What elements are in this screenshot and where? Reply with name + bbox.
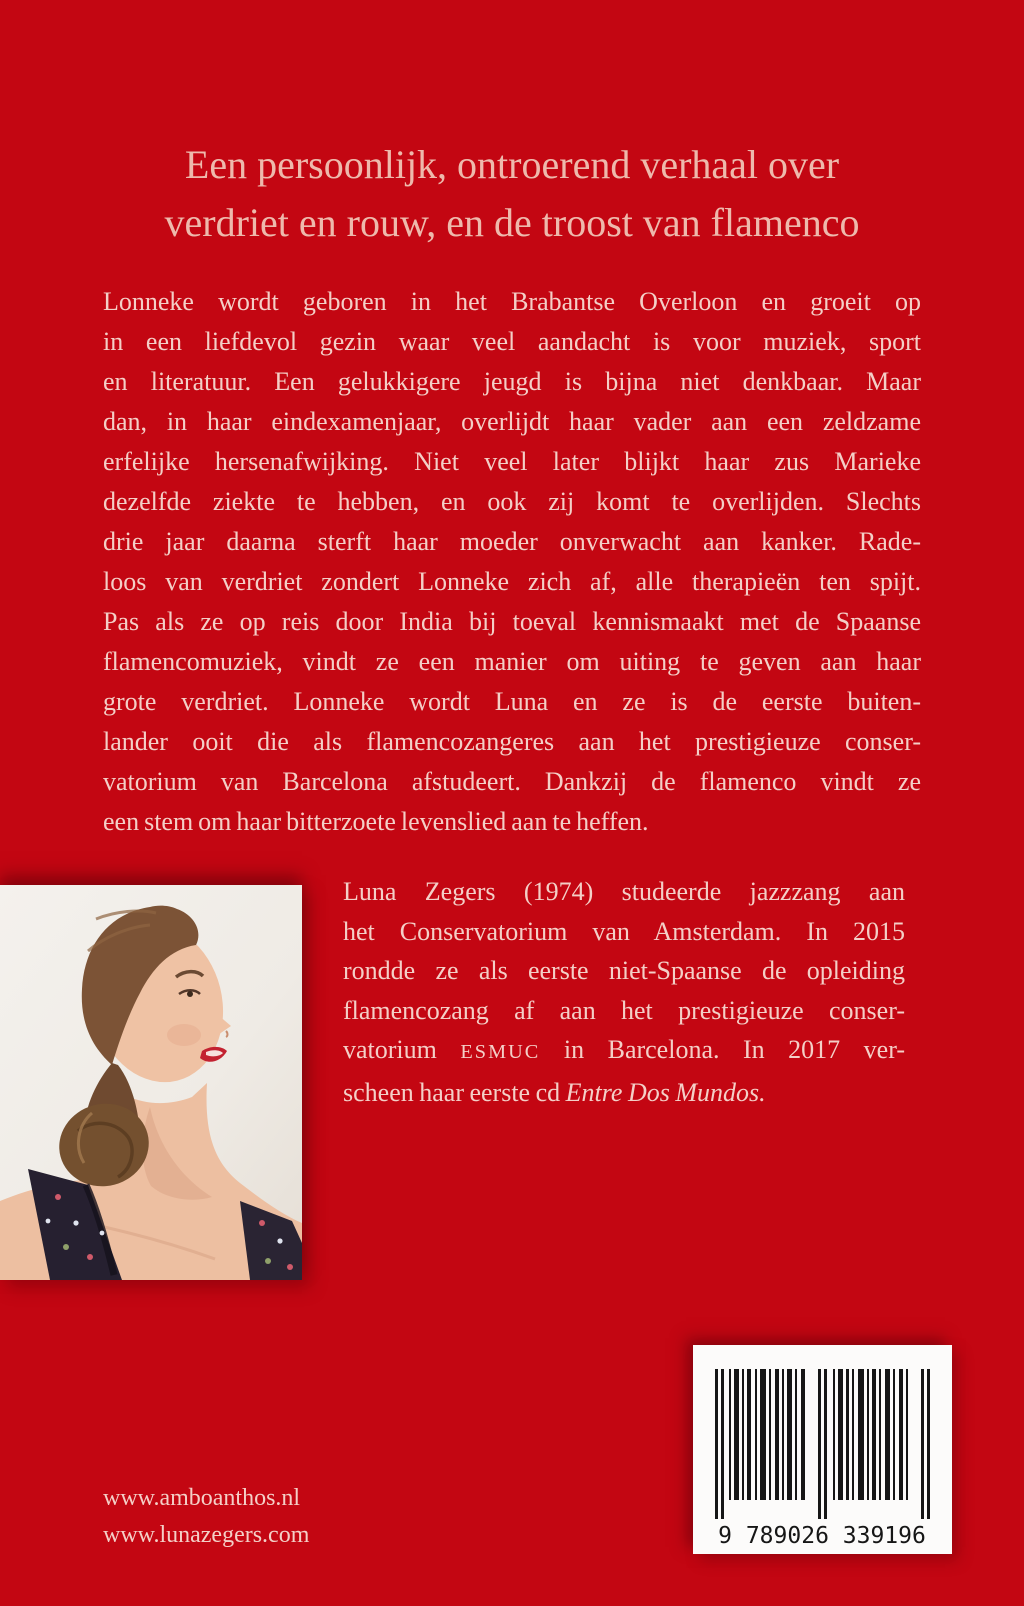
synopsis-line: en literatuur. Een gelukkigere jeugd is bijna niet denkbaar. Maar xyxy=(103,367,921,396)
bio-line: Luna Zegers (1974) studeerde jazzzang aan xyxy=(343,877,905,906)
author-portrait-illustration xyxy=(0,885,302,1280)
synopsis-line: grote verdriet. Lonneke wordt Luna en ze is de eerste buiten- xyxy=(103,687,921,716)
synopsis-line: lander ooit die als flamencozangeres aan het prestigieuze conser- xyxy=(103,727,921,756)
cd-title: Entre Dos Mundos. xyxy=(565,1077,766,1107)
synopsis-line: vatorium van Barcelona afstudeert. Dankzij de flamenco vindt ze xyxy=(103,767,921,796)
bio-line: flamencozang af aan het prestigieuze conser- xyxy=(343,995,905,1025)
tagline-line-1: Een persoonlijk, ontroerend verhaal over xyxy=(184,142,840,187)
author-photo xyxy=(0,885,302,1280)
synopsis-line: dezelfde ziekte te hebben, en ook zij komt te overlijden. Slechts xyxy=(103,487,921,516)
bio-line xyxy=(343,1030,905,1073)
synopsis-line: drie jaar daarna sterft haar moeder onverwacht aan kanker. Rade- xyxy=(103,527,921,556)
author-bio xyxy=(343,872,905,1112)
bio-line: rondde ze als eerste niet-Spaanse de opleiding xyxy=(343,956,905,985)
bio-text: vatorium xyxy=(343,1035,461,1064)
bio-text: scheen haar eerste cd xyxy=(343,1077,566,1107)
synopsis-line: een stem om haar bitterzoete levenslied aan te heffen. xyxy=(103,807,649,836)
synopsis-line: loos van verdriet zondert Lonneke zich af, alle therapieën ten spijt. xyxy=(103,567,921,596)
website-links xyxy=(103,1480,309,1554)
synopsis-line: Lonneke wordt geboren in het Brabantse Overloon en groeit op xyxy=(103,287,921,316)
isbn-number: 9 789026 339196 xyxy=(718,1523,926,1549)
conservatory-acronym: ESMUC xyxy=(460,1041,541,1063)
isbn-barcode xyxy=(693,1345,952,1554)
bio-text: in Barcelona. In 2017 ver- xyxy=(540,1035,905,1064)
synopsis-line: flamencomuziek, vindt ze een manier om uiting te geven aan haar xyxy=(103,647,921,676)
bio-line: het Conservatorium van Amsterdam. In 2015 xyxy=(343,916,905,946)
synopsis-line: in een liefdevol gezin waar veel aandacht is voor muziek, sport xyxy=(103,327,921,356)
barcode-graphic xyxy=(693,1345,952,1554)
bio-line xyxy=(343,1073,905,1113)
author-url: www.lunazegers.com xyxy=(103,1522,310,1548)
synopsis-line: erfelijke hersenafwijking. Niet veel later blijkt haar zus Marieke xyxy=(103,447,921,476)
synopsis-line: Pas als ze op reis door India bij toeval kennismaakt met de Spaanse xyxy=(103,607,921,636)
synopsis-line: dan, in haar eindexamenjaar, overlijdt haar vader aan een zeldzame xyxy=(103,407,921,436)
publisher-url: www.amboanthos.nl xyxy=(103,1485,301,1511)
synopsis-paragraph xyxy=(103,282,921,842)
tagline-line-2: verdriet en rouw, en de troost van flamenco xyxy=(164,200,860,245)
cover-tagline xyxy=(0,136,1024,252)
